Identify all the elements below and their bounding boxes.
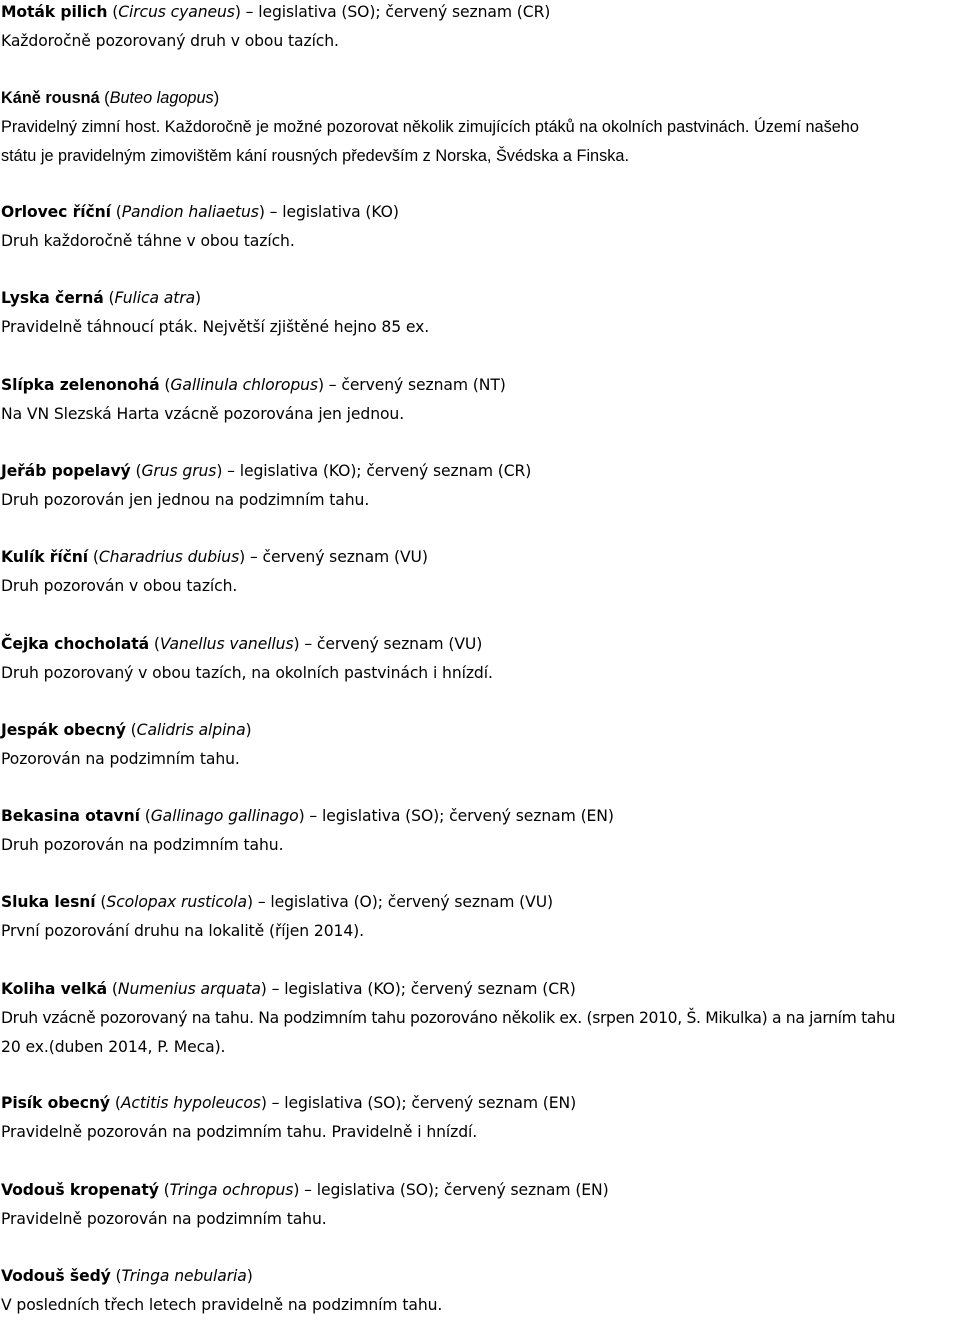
species-description: Pozorován na podzimním tahu. [1, 750, 240, 768]
protection-status: legislativa (SO); červený seznam (EN) [284, 1094, 577, 1112]
scientific-name: Gallinago gallinago [150, 807, 299, 825]
scientific-name: Fulica atra [114, 289, 196, 307]
protection-status: červený seznam (VU) [262, 548, 428, 566]
species-heading: Orlovec říční (Pandion haliaetus) – legislativa (KO) [1, 203, 399, 221]
species-heading: Jespák obecný (Calidris alpina) [1, 721, 252, 739]
common-name: Bekasina otavní [1, 807, 140, 825]
species-entry [1, 1262, 960, 1320]
species-entry [1, 0, 960, 56]
protection-status: legislativa (O); červený seznam (VU) [270, 893, 554, 911]
species-entry [1, 716, 960, 774]
species-heading: Pisík obecný (Actitis hypoleucos) – legislativa (SO); červený seznam (EN) [1, 1094, 577, 1112]
species-heading: Lyska černá (Fulica atra) [1, 289, 202, 307]
common-name: Jeřáb popelavý [1, 462, 131, 480]
species-entry [1, 630, 960, 688]
protection-status: legislativa (KO); červený seznam (CR) [284, 980, 576, 998]
species-heading: Jeřáb popelavý (Grus grus) – legislativa (KO); červený seznam (CR) [1, 462, 532, 480]
protection-status: červený seznam (VU) [316, 635, 483, 653]
protection-status: legislativa (SO); červený seznam (EN) [316, 1181, 609, 1199]
common-name: Orlovec říční [1, 203, 111, 221]
scientific-name: Grus grus [141, 462, 217, 480]
common-name: Pisík obecný [1, 1094, 110, 1112]
scientific-name: Circus cyaneus [118, 3, 235, 21]
scientific-name: Calidris alpina [136, 721, 246, 739]
species-description: Každoročně pozorovaný druh v obou tazích. [1, 32, 339, 50]
common-name: Lyska černá [1, 289, 104, 307]
species-description: státu je pravidelným zimovištěm kání rousných především z Norska, Švédska a Finska. [1, 147, 629, 165]
species-description: Druh pozorován v obou tazích. [1, 577, 238, 595]
scientific-name: Scolopax rusticola [106, 893, 247, 911]
species-entry [1, 975, 960, 1062]
species-description: Pravidelně táhnoucí pták. Největší zjištěné hejno 85 ex. [1, 318, 430, 336]
scientific-name: Vanellus vanellus [159, 635, 294, 653]
protection-status: legislativa (KO); červený seznam (CR) [239, 462, 532, 480]
scientific-name: Buteo lagopus [109, 89, 214, 107]
species-description: Pravidelně pozorován na podzimním tahu. Pravidelně i hnízdí. [1, 1123, 478, 1141]
protection-status: červený seznam (NT) [341, 376, 506, 394]
protection-status: legislativa (KO) [282, 203, 399, 221]
species-entry [1, 457, 960, 515]
species-entry [1, 284, 960, 342]
species-description: 20 ex.(duben 2014, P. Meca). [1, 1038, 226, 1056]
species-description: První pozorování druhu na lokalitě (říjen 2014). [1, 922, 365, 940]
scientific-name: Numenius arquata [117, 980, 261, 998]
common-name: Jespák obecný [1, 721, 126, 739]
species-heading: Slípka zelenonohá (Gallinula chloropus) – červený seznam (NT) [1, 376, 506, 394]
species-heading: Vodouš kropenatý (Tringa ochropus) – legislativa (SO); červený seznam (EN) [1, 1181, 609, 1199]
species-description: V posledních třech letech pravidelně na podzimním tahu. [1, 1296, 443, 1314]
species-entry [1, 84, 960, 171]
species-heading: Sluka lesní (Scolopax rusticola) – legislativa (O); červený seznam (VU) [1, 893, 554, 911]
species-entry [1, 543, 960, 601]
species-entry [1, 1176, 960, 1234]
species-entry [1, 198, 960, 256]
species-entry [1, 888, 960, 946]
common-name: Kulík říční [1, 548, 89, 566]
common-name: Koliha velká [1, 980, 108, 998]
species-heading: Bekasina otavní (Gallinago gallinago) – legislativa (SO); červený seznam (EN) [1, 807, 614, 825]
species-heading: Káně rousná (Buteo lagopus) [1, 89, 220, 107]
species-entry [1, 371, 960, 429]
species-description: Druh pozorovaný v obou tazích, na okolních pastvinách i hnízdí. [1, 664, 493, 682]
scientific-name: Tringa ochropus [169, 1181, 294, 1199]
species-heading: Moták pilich (Circus cyaneus) – legislativa (SO); červený seznam (CR) [1, 3, 551, 21]
scientific-name: Gallinula chloropus [170, 376, 318, 394]
species-description: Druh pozorován na podzimním tahu. [1, 836, 284, 854]
scientific-name: Charadrius dubius [98, 548, 240, 566]
species-entry [1, 802, 960, 860]
species-description: Na VN Slezská Harta vzácně pozorována jen jednou. [1, 405, 405, 423]
common-name: Slípka zelenonohá [1, 376, 160, 394]
species-heading: Kulík říční (Charadrius dubius) – červený seznam (VU) [1, 548, 428, 566]
common-name: Káně rousná [1, 89, 100, 107]
species-description: Druh pozorován jen jednou na podzimním tahu. [1, 491, 370, 509]
scientific-name: Actitis hypoleucos [120, 1094, 261, 1112]
common-name: Sluka lesní [1, 893, 96, 911]
protection-status: legislativa (SO); červený seznam (EN) [322, 807, 614, 825]
scientific-name: Tringa nebularia [121, 1267, 247, 1285]
species-description: Pravidelně pozorován na podzimním tahu. [1, 1210, 327, 1228]
species-description: Druh každoročně táhne v obou tazích. [1, 232, 295, 250]
protection-status: legislativa (SO); červený seznam (CR) [258, 3, 551, 21]
species-description: Druh vzácně pozorovaný na tahu. Na podzimním tahu pozorováno několik ex. (srpen 2010, Š. Mikulka) a na jarním tahu [1, 1009, 896, 1027]
species-heading: Vodouš šedý (Tringa nebularia) [1, 1267, 253, 1285]
common-name: Moták pilich [1, 3, 108, 21]
common-name: Čejka chocholatá [1, 635, 150, 653]
species-heading: Čejka chocholatá (Vanellus vanellus) – červený seznam (VU) [1, 635, 483, 653]
species-heading: Koliha velká (Numenius arquata) – legislativa (KO); červený seznam (CR) [1, 980, 576, 998]
common-name: Vodouš šedý [1, 1267, 111, 1285]
species-description: Pravidelný zimní host. Každoročně je možné pozorovat několik zimujících ptáků na okolních pastvinách. Území našeho [1, 118, 859, 136]
scientific-name: Pandion haliaetus [121, 203, 259, 221]
species-entry [1, 1089, 960, 1147]
common-name: Vodouš kropenatý [1, 1181, 159, 1199]
